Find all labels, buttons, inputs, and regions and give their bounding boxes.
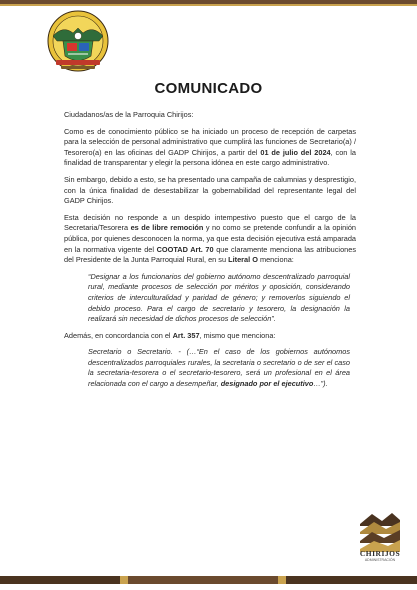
- footer-logo-name: CHIRIJOS: [359, 549, 401, 558]
- bottom-color-band: [0, 576, 417, 584]
- page-title: COMUNICADO: [154, 80, 263, 97]
- paragraph-1: Como es de conocimiento público se ha iniciado un proceso de recepción de carpetas para la selección de personal administrativo que cumplirá las funciones de Secretario(a) / Tesorero(a) en las oficinas del GADP Chirijos, a partir del 01 de julio del 2024, con la finalidad de transparentar y elegir la persona idónea en este cargo administrativo.: [64, 126, 356, 168]
- greeting: Ciudadanos/as de la Parroquia Chirijos:: [64, 110, 194, 119]
- parish-coat-of-arms-icon: [47, 10, 109, 72]
- paragraph-2: Sin embargo, debido a esto, se ha presentado una campaña de calumnias y desprestigio, con la única finalidad de desestabilizar la gobernabilidad del representante legal del GADP Chirijos.: [64, 174, 356, 206]
- quote-art-357: Secretario o Secretario. - (…“En el caso de los gobiernos autónomos descentralizados parroquiales rurales, la secretaria o secretario o de ser el caso la secretaria-tesorera o el secretario-tesorero, será un profesional en el área relacionada con el cargo a desempeñar, designado por el ejecutivo…”).: [88, 347, 350, 389]
- top-accent-stripe: [0, 4, 417, 6]
- paragraph-3: Esta decisión no responde a un despido intempestivo puesto que el cargo de la Secretaria/Tesorera es de libre remoción y no como se pretende confundir a la opinión pública, por quienes desconocen la norma, ya que esta decisión ejecutiva está amparada en la normativa vigente del COOTAD Art. 70 que claramente menciona las atribuciones del Presidente de la Junta Parroquial Rural, en su Literal O menciona:: [64, 212, 356, 265]
- paragraph-4: Además, en concordancia con el Art. 357, mismo que menciona:: [64, 330, 276, 340]
- footer-logo-subtitle: ADMINISTRACIÓN: [364, 558, 396, 562]
- document-body: [64, 110, 356, 396]
- quote-literal-o: “Designar a los funcionarios del gobierno autónomo descentralizado parroquial rural, mediante procesos de selección por méritos y oposición, considerando criterios de interculturalidad y paridad de género; y removerlos siguiendo el debido proceso. Para el cargo de secretario y tesorero, la designación la realizará sin necesidad de dichos procesos de selección”.: [88, 271, 350, 324]
